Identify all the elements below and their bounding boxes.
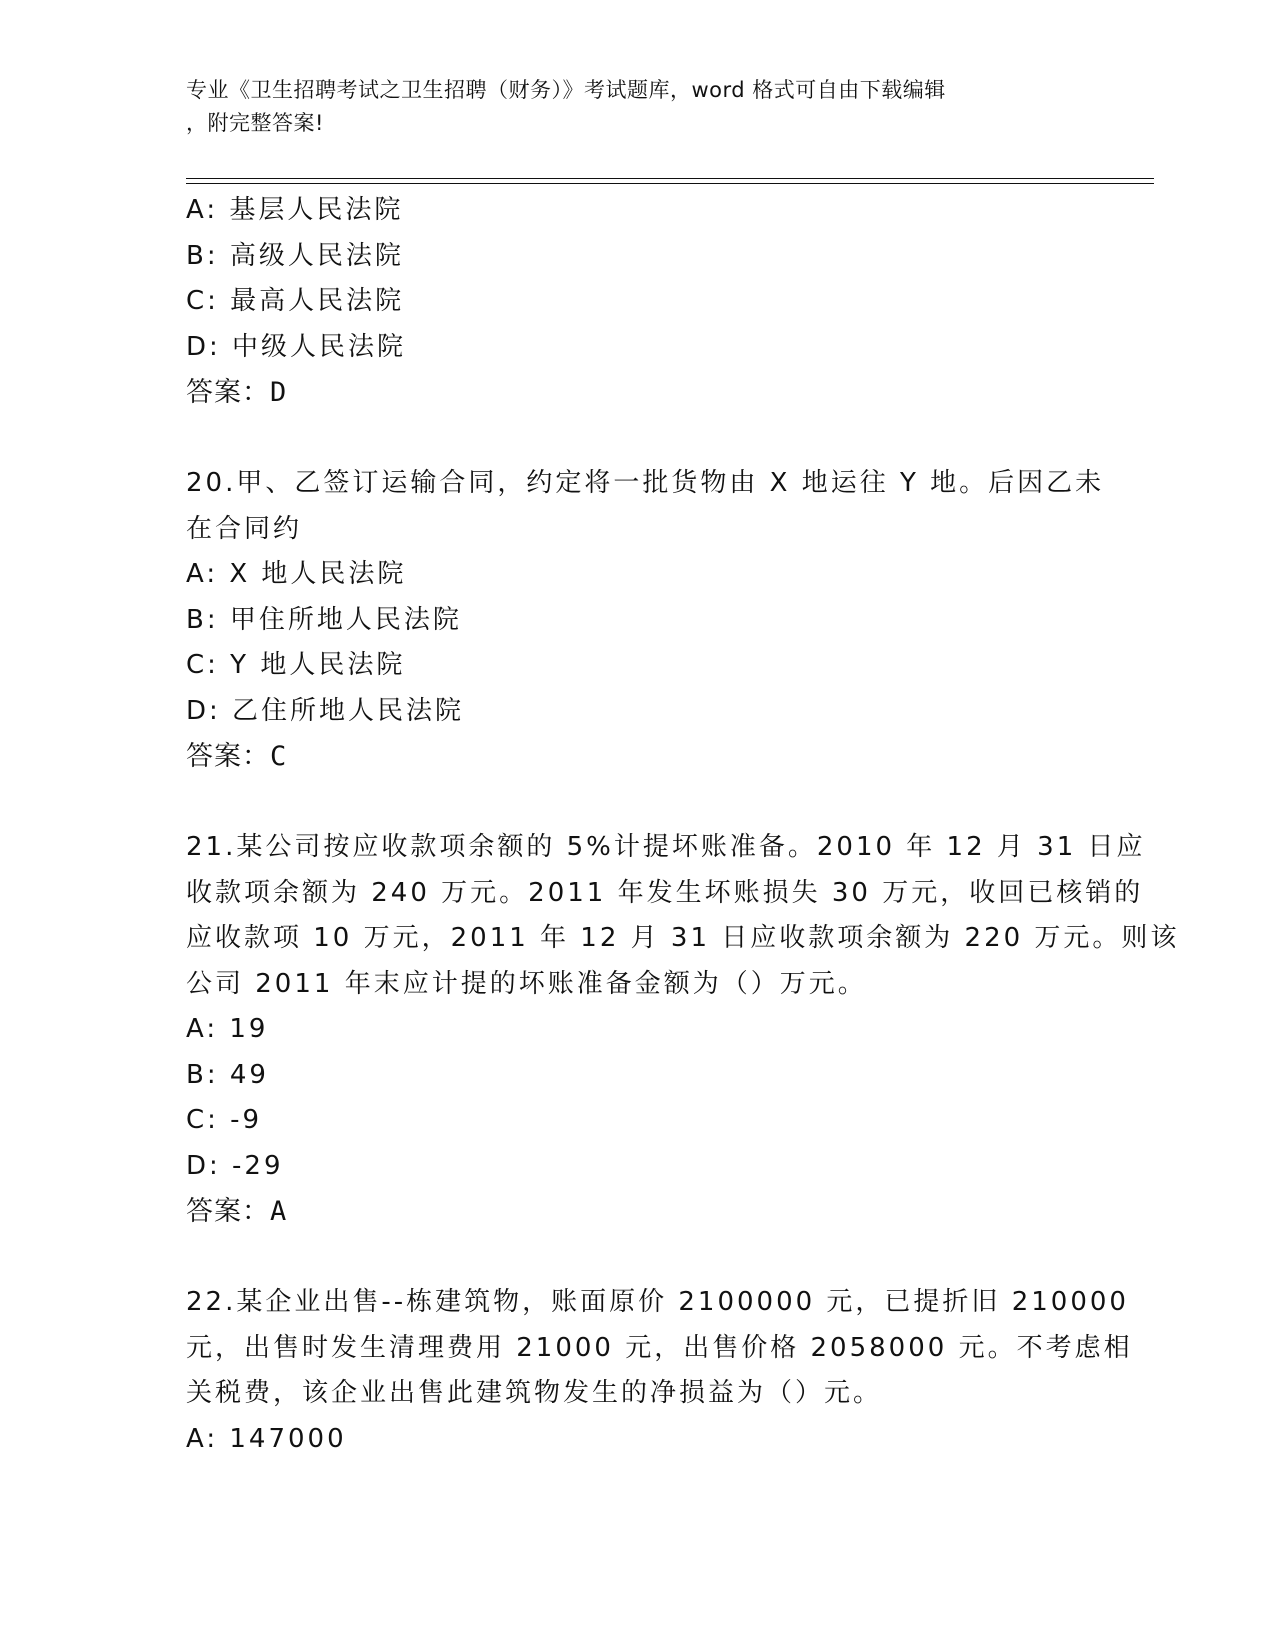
option-a: A: 147000: [186, 1423, 347, 1454]
question-stem-line: 22.某企业出售--栋建筑物，账面原价 2100000 元，已提折旧 210000: [186, 1287, 1129, 1317]
option-c: C: -9: [186, 1105, 263, 1135]
option-b: B: 49: [186, 1059, 269, 1090]
question-stem-line: 公司 2011 年末应计提的坏账准备金额为（）万元。: [186, 968, 867, 999]
spacer: [186, 416, 1086, 462]
question-stem-line: 关税费，该企业出售此建筑物发生的净损益为（）元。: [186, 1378, 883, 1408]
answer-label: 答案：C: [186, 741, 288, 772]
question-22: [186, 1280, 1133, 1462]
question-stem-line: 应收款项 10 万元，2011 年 12 月 31 日应收款项余额为 220 万元。则该: [186, 923, 1180, 953]
question-19: [186, 188, 1086, 416]
question-stem-line: 在合同约: [186, 513, 303, 544]
spacer: [186, 1235, 1086, 1281]
question-20: [186, 461, 1105, 780]
option-a: A: 19: [186, 1014, 269, 1044]
question-stem-line: 收款项余额为 240 万元。2011 年发生坏账损失 30 万元，收回已核销的: [186, 877, 1144, 908]
option-a: A: 基层人民法院: [186, 195, 404, 225]
question-stem-line: 20.甲、乙签订运输合同，约定将一批货物由 X 地运往 Y 地。后因乙未: [186, 468, 1105, 498]
document-header: [186, 74, 1056, 140]
header-rule-top: [186, 178, 1154, 179]
option-a: A: X 地人民法院: [186, 559, 407, 589]
spacer: [186, 780, 1086, 826]
option-d: D: -29: [186, 1150, 284, 1181]
option-c: C: 最高人民法院: [186, 286, 405, 316]
header-rule-bottom: [186, 183, 1154, 184]
answer-label: 答案：A: [186, 1196, 288, 1227]
answer-label: 答案：D: [186, 377, 288, 408]
question-21: [186, 825, 1180, 1235]
option-c: C: Y 地人民法院: [186, 650, 406, 680]
question-stem-line: 元，出售时发生清理费用 21000 元，出售价格 2058000 元。不考虑相: [186, 1332, 1133, 1363]
option-b: B: 高级人民法院: [186, 240, 404, 271]
header-line-2: ，附完整答案!: [186, 111, 324, 135]
header-line-1: 专业《卫生招聘考试之卫生招聘（财务）》考试题库，word 格式可自由下载编辑: [186, 78, 946, 102]
option-b: B: 甲住所地人民法院: [186, 604, 462, 635]
question-list: [186, 188, 1180, 1462]
option-d: D: 中级人民法院: [186, 331, 407, 362]
question-stem-line: 21.某公司按应收款项余额的 5%计提坏账准备。2010 年 12 月 31 日应: [186, 832, 1146, 862]
option-d: D: 乙住所地人民法院: [186, 695, 465, 726]
